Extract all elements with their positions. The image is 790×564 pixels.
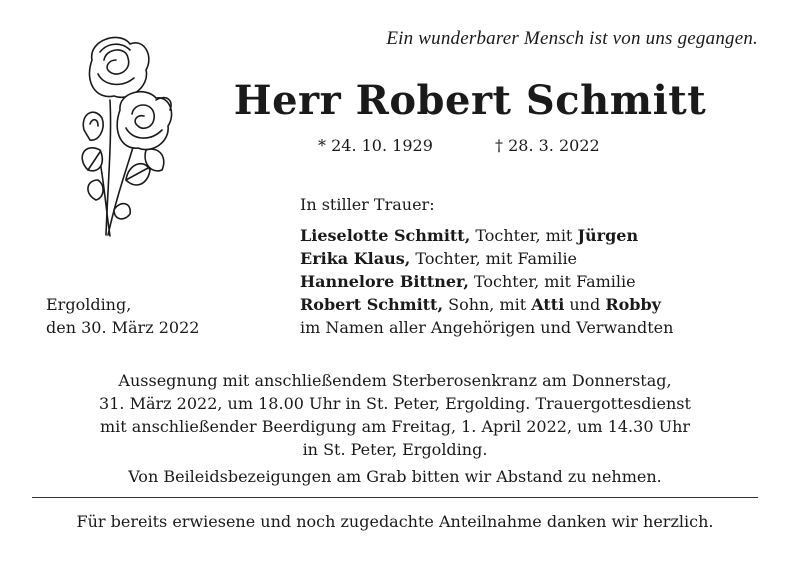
deceased-name: Herr Robert Schmitt [233,77,707,124]
mourning-intro: In stiller Trauer: [300,195,435,214]
relatives-line: im Namen aller Angehörigen und Verwandten [300,318,674,337]
mourner-line: Robert Schmitt, Sohn, mit Atti und Robby [300,295,661,314]
mourners-list [300,224,673,339]
ceremony-line: Aussegnung mit anschließendem Sterberosenkranz am Donnerstag, [118,371,672,390]
mourner-line: Hannelore Bittner, Tochter, mit Familie [300,272,636,291]
motto: Ein wunderbarer Mensch ist von uns gegangen. [386,28,758,49]
divider [32,497,758,498]
death-date: † 28. 3. 2022 [495,136,600,155]
date: den 30. März 2022 [46,318,200,337]
mourner-line: Erika Klaus, Tochter, mit Familie [300,249,578,268]
ceremony-line: 31. März 2022, um 18.00 Uhr in St. Peter, Ergolding. Trauergottesdienst [99,394,691,413]
birth-date: * 24. 10. 1929 [318,136,433,155]
ceremony-info [20,369,770,488]
place: Ergolding, [46,295,132,314]
roses-icon [70,30,180,250]
ceremony-line: Von Beileidsbezeigungen am Grab bitten wir Abstand zu nehmen. [128,467,662,486]
mourner-line: Lieselotte Schmitt, Tochter, mit Jürgen [300,226,639,245]
ceremony-line: in St. Peter, Ergolding. [302,440,488,459]
ceremony-line: mit anschließender Beerdigung am Freitag, 1. April 2022, um 14.30 Uhr [99,417,691,436]
place-date [46,293,199,339]
thanks-line: Für bereits erwiesene und noch zugedachte Anteilnahme danken wir herzlich. [76,512,714,531]
